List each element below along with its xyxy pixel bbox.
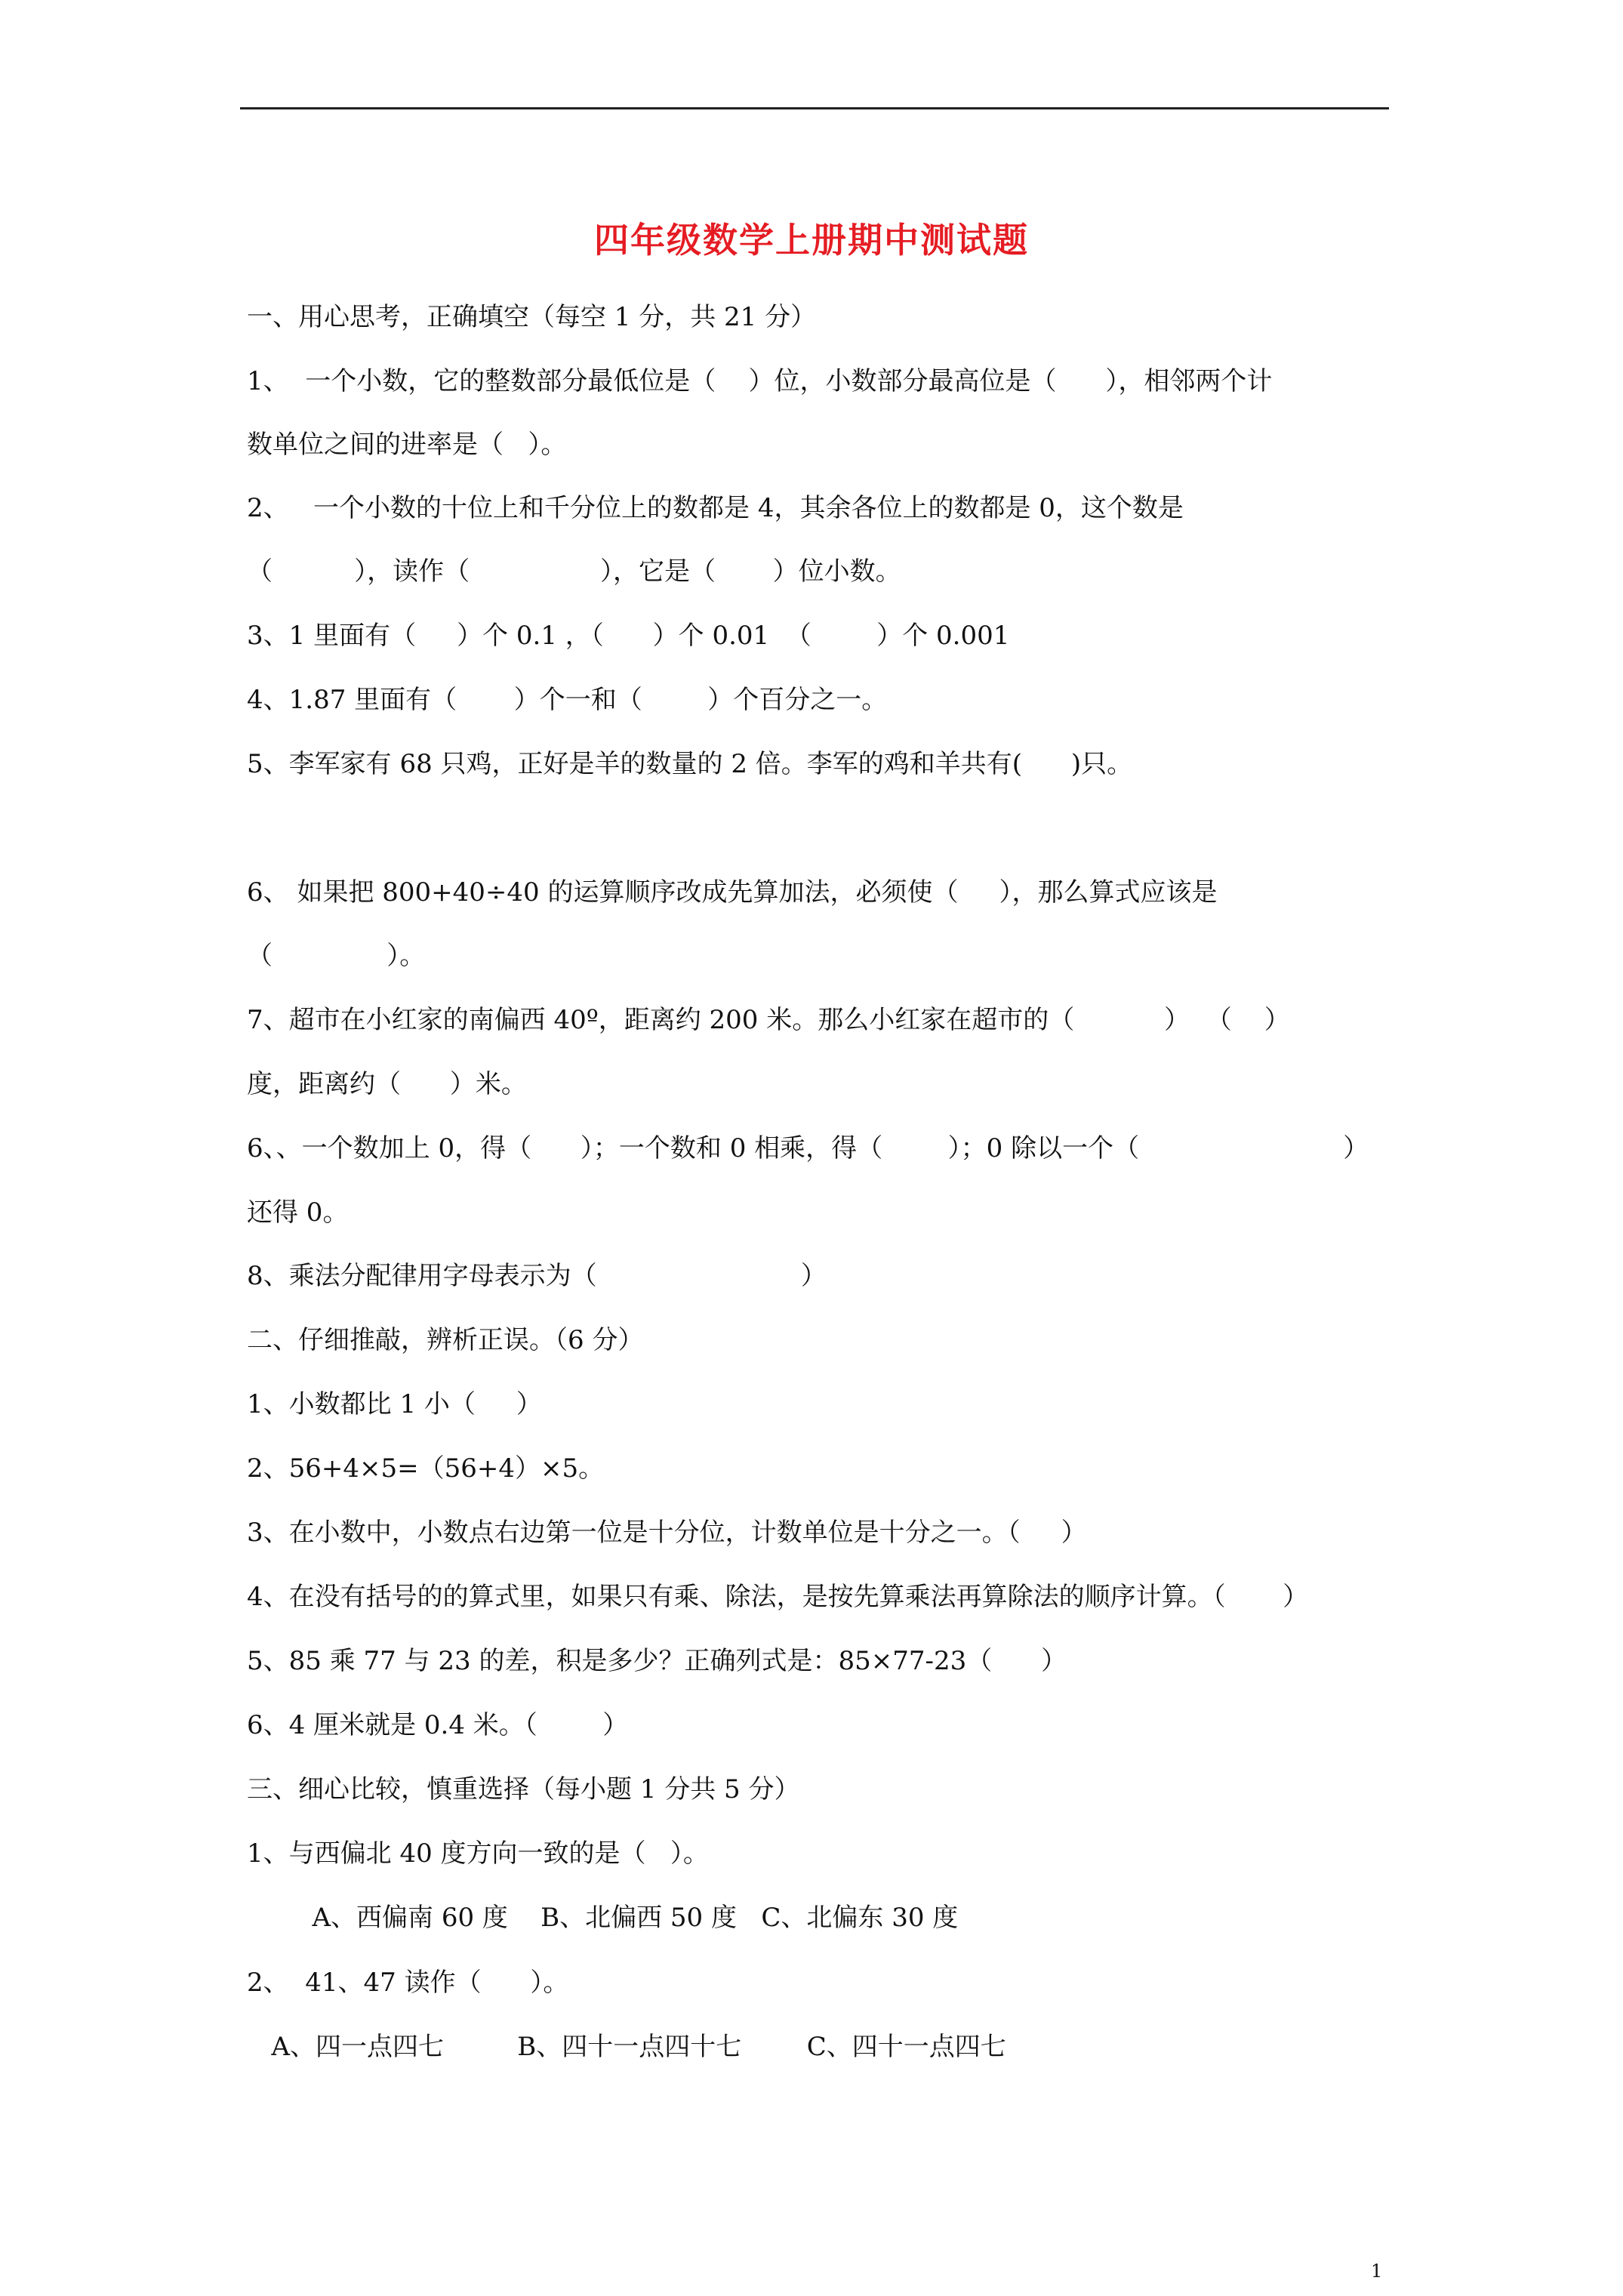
question-line: 6、、一个数加上 0，得（ ）；一个数和 0 相乘，得（ ）；0 除以一个（ ） bbox=[247, 1133, 1369, 1163]
question-line: 4、1.87 里面有（ ）个一和（ ）个百分之一。 bbox=[247, 685, 888, 715]
choice-options-line: A、西偏南 60 度 B、北偏西 50 度 C、北偏东 30 度 bbox=[247, 1903, 959, 1933]
section-heading-fill-blanks: 一、用心思考，正确填空（每空 1 分，共 21 分） bbox=[247, 302, 817, 332]
question-line: （ ）。 bbox=[247, 941, 426, 971]
question-line: 2、 一个小数的十位上和千分位上的数都是 4，其余各位上的数都是 0，这个数是 bbox=[247, 493, 1184, 523]
question-line: 还得 0。 bbox=[247, 1197, 349, 1228]
question-line: 8、乘法分配律用字母表示为（ ） bbox=[247, 1261, 827, 1291]
question-line: 1、小数都比 1 小（ ） bbox=[247, 1389, 542, 1419]
page-number: 1 bbox=[1371, 2261, 1383, 2282]
question-line: 2、56+4×5=（56+4）×5。 bbox=[247, 1453, 605, 1484]
question-line: 5、85 乘 77 与 23 的差，积是多少？正确列式是：85×77-23（ ） bbox=[247, 1646, 1067, 1676]
question-line: 1、与西偏北 40 度方向一致的是（ ）。 bbox=[247, 1838, 709, 1869]
section-heading-multiple-choice: 三、细心比较，慎重选择（每小题 1 分共 5 分） bbox=[247, 1774, 800, 1804]
choice-options-line: A、四一点四七 B、四十一点四十七 C、四十一点四七 bbox=[247, 2032, 1006, 2062]
question-line: 4、在没有括号的的算式里，如果只有乘、除法，是按先算乘法再算除法的顺序计算。（ ） bbox=[247, 1582, 1309, 1612]
section-heading-true-false: 二、仔细推敲，辨析正误。（6 分） bbox=[247, 1325, 644, 1355]
question-line: 2、 41、47 读作（ ）。 bbox=[247, 1968, 569, 1998]
question-line: 3、在小数中，小数点右边第一位是十分位，计数单位是十分之一。（ ） bbox=[247, 1518, 1087, 1548]
question-line: 6、4 厘米就是 0.4 米。（ ） bbox=[247, 1710, 629, 1740]
page-title: 四年级数学上册期中测试题 bbox=[594, 220, 1029, 260]
question-line: 度，距离约（ ）米。 bbox=[247, 1069, 527, 1099]
question-line: 7、超市在小红家的南偏西 40º，距离约 200 米。那么小红家在超市的（ ） （ ） bbox=[247, 1005, 1290, 1035]
question-line: 6、 如果把 800+40÷40 的运算顺序改成先算加法，必须使（ ），那么算式应该是 bbox=[247, 877, 1218, 908]
header-rule bbox=[240, 107, 1389, 109]
question-line: 3、1 里面有（ ）个 0.1 ，（ ）个 0.01 （ ）个 0.001 bbox=[247, 621, 1010, 651]
question-line: 5、李军家有 68 只鸡，正好是羊的数量的 2 倍。李军的鸡和羊共有( )只。 bbox=[247, 749, 1133, 779]
question-line: 1、 一个小数，它的整数部分最低位是（ ）位，小数部分最高位是（ ），相邻两个计 bbox=[247, 366, 1273, 396]
question-line: 数单位之间的进率是（ ）。 bbox=[247, 430, 567, 460]
question-line: （ ），读作（ ），它是（ ）位小数。 bbox=[247, 556, 901, 587]
